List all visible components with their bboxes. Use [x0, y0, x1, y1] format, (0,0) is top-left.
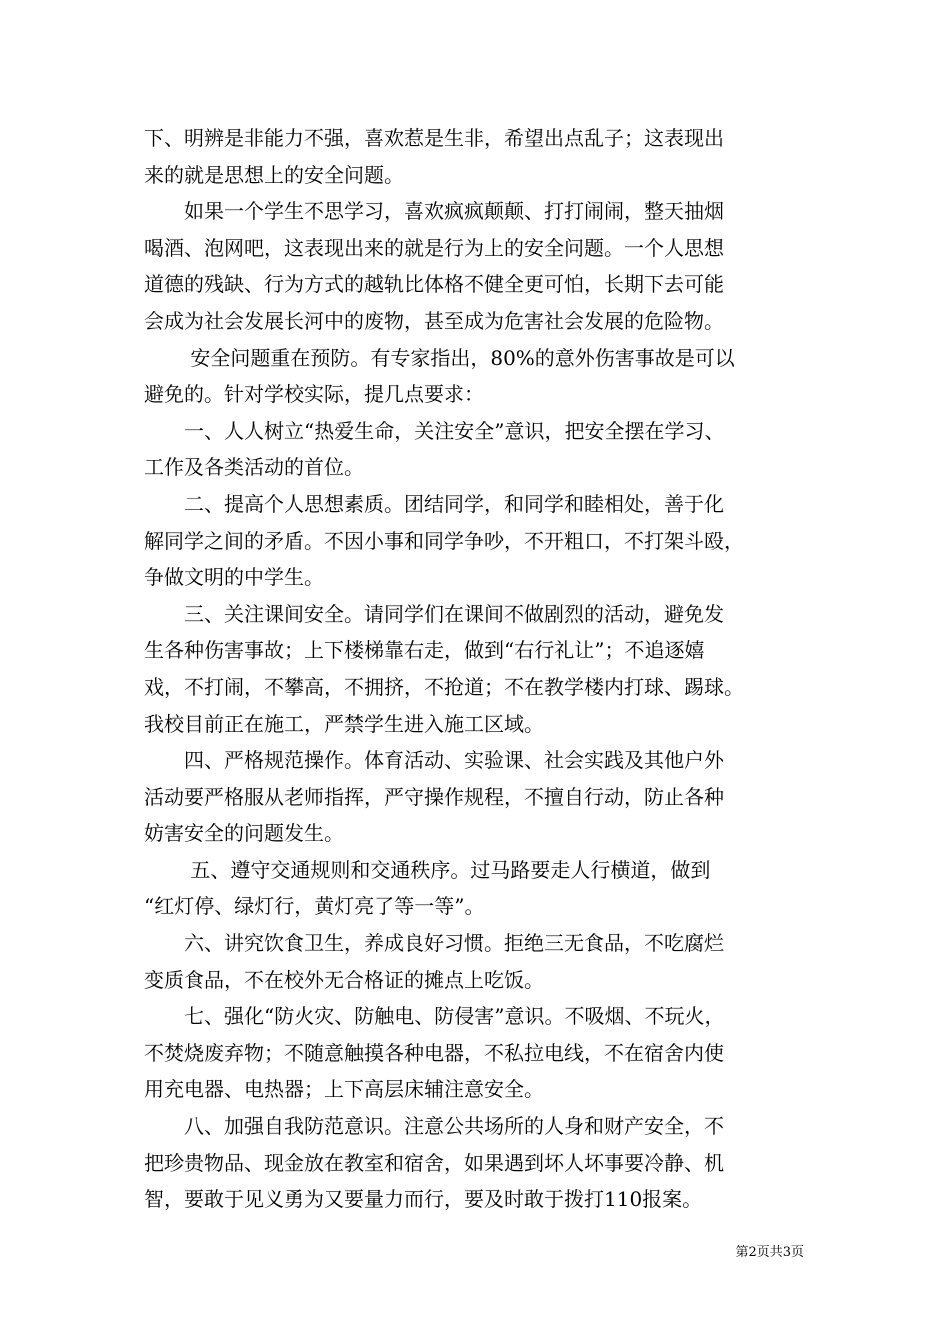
text-line: 来的就是思想上的安全问题。	[144, 162, 404, 187]
page-number: 第2页共3页	[735, 1245, 804, 1260]
text-line: 五、遵守交通规则和交通秩序。过马路要走人行横道，做到	[144, 857, 711, 882]
text-line: 不焚烧废弃物；不随意触摸各种电器，不私拉电线，不在宿舍内使	[144, 1040, 724, 1065]
text-line: 解同学之间的矛盾。不因小事和同学争吵，不开粗口，不打架斗殴，	[144, 528, 744, 553]
text-line: 四、严格规范操作。体育活动、实验课、社会实践及其他户外	[144, 748, 724, 773]
text-line: “红灯停、绿灯行，黄灯亮了等一等”。	[144, 894, 485, 919]
text-line: 道德的残缺、行为方式的越轨比体格不健全更可怕，长期下去可能	[144, 272, 724, 297]
text-line: 三、关注课间安全。请同学们在课间不做剧烈的活动，避免发	[144, 601, 724, 626]
text-line: 戏，不打闹，不攀高，不拥挤，不抢道；不在教学楼内打球、踢球。	[144, 674, 744, 699]
text-line: 二、提高个人思想素质。团结同学，和同学和睦相处，善于化	[144, 491, 724, 516]
text-line: 变质食品，不在校外无合格证的摊点上吃饭。	[144, 967, 544, 992]
text-line: 会成为社会发展长河中的废物，甚至成为危害社会发展的危险物。	[144, 308, 724, 333]
text-line: 下、明辨是非能力不强，喜欢惹是生非，希望出点乱子；这表现出	[144, 126, 724, 150]
text-line: 生各种伤害事故；上下楼梯靠右走，做到“右行礼让”；不追逐嬉	[144, 638, 705, 663]
text-line: 用充电器、电热器；上下高层床辅注意安全。	[144, 1077, 544, 1102]
text-line: 我校目前正在施工，严禁学生进入施工区域。	[144, 711, 544, 736]
text-line: 七、强化“防火灾、防触电、防侵害”意识。不吸烟、不玩火，	[144, 1004, 725, 1029]
text-line: 安全问题重在预防。有专家指出，80%的意外伤害事故是可以	[144, 345, 735, 370]
text-line: 如果一个学生不思学习，喜欢疯疯颠颠、打打闹闹，整天抽烟	[144, 199, 724, 224]
text-line: 一、人人树立“热爱生命，关注安全”意识，把安全摆在学习、	[144, 418, 725, 443]
text-line: 妨害安全的问题发生。	[144, 821, 344, 846]
text-line: 争做文明的中学生。	[144, 565, 324, 590]
text-line: 六、讲究饮食卫生，养成良好习惯。拒绝三无食品，不吃腐烂	[144, 931, 724, 956]
text-line: 喝酒、泡网吧，这表现出来的就是行为上的安全问题。一个人思想	[144, 235, 724, 260]
text-line: 工作及各类活动的首位。	[144, 455, 364, 480]
text-line: 把珍贵物品、现金放在教室和宿舍，如果遇到坏人坏事要冷静、机	[144, 1150, 724, 1175]
text-line: 八、加强自我防范意识。注意公共场所的人身和财产安全，不	[144, 1114, 724, 1139]
text-line: 智，要敢于见义勇为又要量力而行，要及时敢于拨打110报案。	[144, 1187, 703, 1212]
body-text	[144, 120, 824, 1218]
text-line: 活动要严格服从老师指挥，严守操作规程，不擅自行动，防止各种	[144, 784, 724, 809]
text-line: 避免的。针对学校实际，提几点要求：	[144, 382, 484, 407]
